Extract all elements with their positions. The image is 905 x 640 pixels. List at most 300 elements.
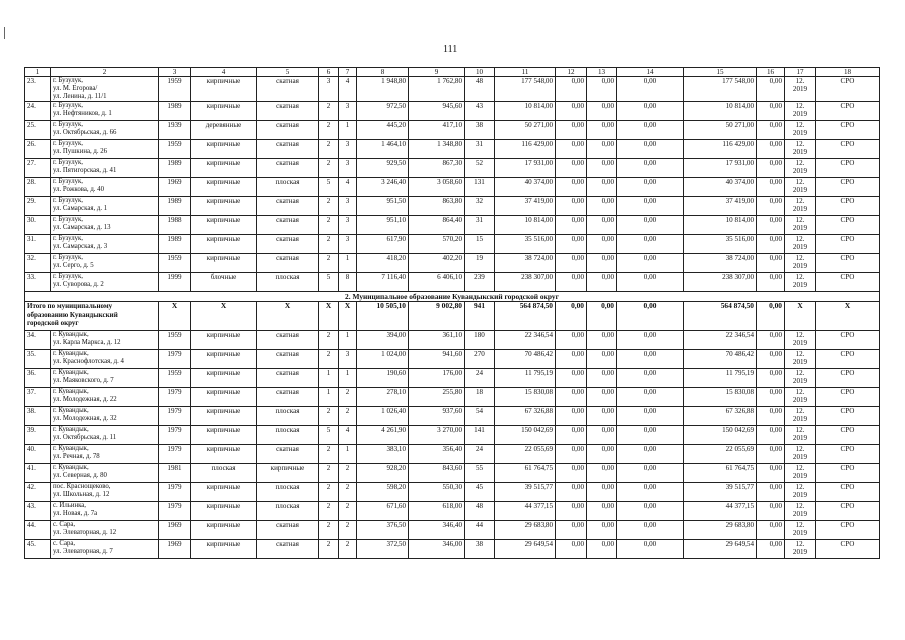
period-cell	[785, 350, 816, 369]
period-cell	[785, 235, 816, 254]
row-number	[25, 388, 51, 407]
column-number-text: 11	[521, 68, 529, 76]
year-cell	[159, 140, 191, 159]
wall-material-cell-text: кирпичные	[206, 77, 241, 85]
total-fund-4-cell-text: 564 874,50	[720, 301, 754, 310]
year-cell-text: 1979	[167, 407, 182, 415]
wall-material-cell	[191, 77, 257, 102]
fund-5-cell	[757, 540, 785, 559]
fund-1-cell	[556, 407, 587, 426]
row-number-text: 38.	[27, 407, 36, 415]
row-number-text: 26.	[27, 140, 36, 148]
fund-3-cell	[617, 445, 684, 464]
column-number	[257, 68, 319, 77]
address-cell	[51, 178, 159, 197]
entrances-cell-text: 8	[345, 273, 350, 281]
residents-cell	[465, 121, 495, 140]
total-x-cell	[257, 302, 319, 331]
total-area-cell	[357, 388, 409, 407]
fund-4-cell	[684, 235, 757, 254]
total-area-cell	[357, 254, 409, 273]
roof-type-cell	[257, 445, 319, 464]
period-cell-text: 2019	[792, 415, 808, 423]
total-fund-5-cell	[757, 302, 785, 331]
cost-total-cell	[495, 102, 556, 121]
fund-3-cell	[617, 197, 684, 216]
roof-type-cell-text: скатная	[276, 331, 299, 339]
fund-5-cell-text: 0,00	[769, 369, 782, 377]
year-cell	[159, 388, 191, 407]
fund-1-cell-text: 0,00	[571, 350, 584, 358]
address-cell-text: г. Кувандык,	[53, 407, 89, 414]
fund-2-cell	[587, 445, 617, 464]
column-number	[465, 68, 495, 77]
year-cell	[159, 197, 191, 216]
total-area-cell	[357, 445, 409, 464]
fund-4-cell	[684, 102, 757, 121]
year-cell-text: 1979	[167, 350, 182, 358]
residents-cell-text: 131	[474, 178, 485, 186]
row-number-text: 25.	[27, 121, 36, 129]
wall-material-cell	[191, 426, 257, 445]
floors-cell-text: 2	[326, 350, 331, 358]
method-cell-text: СРО	[840, 235, 855, 243]
row-number-text: 44.	[27, 521, 36, 529]
cost-total-cell	[495, 197, 556, 216]
period-cell-text: 2019	[792, 510, 808, 518]
fund-3-cell	[617, 254, 684, 273]
row-number	[25, 445, 51, 464]
fund-5-cell-text: 0,00	[769, 178, 782, 186]
fund-4-cell-text: 38 724,00	[725, 254, 754, 262]
wall-material-cell-text: плоская	[211, 464, 236, 472]
roof-type-cell-text: плоская	[275, 426, 300, 434]
fund-3-cell-text: 0,00	[643, 140, 657, 148]
total-fund-4-cell	[684, 302, 757, 331]
fund-2-cell	[587, 178, 617, 197]
period-cell-text: 12.	[795, 350, 805, 358]
address-cell-text: г. Кувандык,	[53, 464, 89, 471]
floors-cell-text: 2	[326, 140, 331, 148]
fund-4-cell-text: 29 649,54	[725, 540, 754, 548]
period-cell-text: 2019	[792, 148, 808, 156]
wall-material-cell-text: деревянные	[205, 121, 242, 129]
period-cell-text: 2019	[792, 85, 808, 93]
roof-type-cell	[257, 178, 319, 197]
wall-material-cell	[191, 331, 257, 350]
method-cell-text: СРО	[840, 445, 855, 453]
living-area-cell	[409, 331, 465, 350]
method-cell-text: СРО	[840, 483, 855, 491]
living-area-cell-text: 361,10	[442, 331, 462, 339]
fund-4-cell	[684, 197, 757, 216]
wall-material-cell-text: кирпичные	[206, 216, 241, 224]
fund-2-cell-text: 0,00	[601, 483, 614, 491]
fund-3-cell	[617, 369, 684, 388]
total-area-cell	[357, 216, 409, 235]
column-number-text: 15	[716, 68, 724, 76]
row-number-text: 32.	[27, 254, 36, 262]
living-area-cell-text: 1 762,80	[437, 77, 462, 85]
row-number	[25, 464, 51, 483]
entrances-cell	[339, 77, 357, 102]
living-area-cell-text: 176,00	[442, 369, 462, 377]
roof-type-cell-text: скатная	[276, 369, 299, 377]
table-row	[25, 369, 880, 388]
period-cell-text: 12.	[795, 407, 805, 415]
fund-3-cell	[617, 159, 684, 178]
year-cell-text: 1969	[167, 521, 182, 529]
total-area-cell	[357, 369, 409, 388]
entrances-cell-text: 2	[345, 540, 350, 548]
cost-total-cell-text: 10 814,00	[524, 216, 553, 224]
residents-cell	[465, 254, 495, 273]
housing-register-table	[24, 67, 880, 559]
row-number-text: 28.	[27, 178, 36, 186]
fund-3-cell	[617, 407, 684, 426]
entrances-cell-text: 1	[345, 331, 350, 339]
entrances-cell	[339, 273, 357, 292]
residents-cell	[465, 235, 495, 254]
floors-cell	[319, 254, 339, 273]
row-number-text: 45.	[27, 540, 36, 548]
fund-4-cell	[684, 254, 757, 273]
year-cell	[159, 77, 191, 102]
address-cell-text: г. Бузулук,	[53, 216, 83, 223]
section-title-text: 2. Муниципальное образование Кувандыкский городской округ	[345, 292, 559, 301]
residents-cell-text: 52	[475, 159, 484, 167]
address-cell-text: ул. Самарская, д. 13	[53, 224, 111, 231]
fund-4-cell-text: 67 326,88	[725, 407, 754, 415]
fund-5-cell	[757, 235, 785, 254]
address-cell-text: г. Бузулук,	[53, 140, 83, 147]
fund-3-cell-text: 0,00	[643, 331, 657, 339]
fund-1-cell-text: 0,00	[571, 77, 584, 85]
fund-3-cell	[617, 235, 684, 254]
roof-type-cell-text: плоская	[275, 407, 300, 415]
table-row	[25, 140, 880, 159]
year-cell	[159, 407, 191, 426]
method-cell	[816, 121, 880, 140]
address-cell-text: г. Бузулук,	[53, 102, 83, 109]
period-cell	[785, 445, 816, 464]
fund-1-cell	[556, 521, 587, 540]
year-cell	[159, 216, 191, 235]
fund-1-cell-text: 0,00	[571, 483, 584, 491]
address-cell	[51, 140, 159, 159]
total-area-cell-text: 929,50	[386, 159, 406, 167]
address-cell	[51, 159, 159, 178]
floors-cell-text: 2	[326, 216, 331, 224]
floors-cell-text: 2	[326, 540, 331, 548]
fund-4-cell	[684, 331, 757, 350]
column-number	[587, 68, 617, 77]
fund-3-cell-text: 0,00	[643, 254, 657, 262]
row-number	[25, 178, 51, 197]
row-number-text: 23.	[27, 77, 36, 85]
period-cell-text: 12.	[795, 388, 805, 396]
address-cell	[51, 235, 159, 254]
total-x-cell-text: X	[171, 301, 178, 310]
address-cell-text: г. Кувандык,	[53, 350, 89, 357]
fund-2-cell-text: 0,00	[601, 159, 614, 167]
address-cell-text: с. Ильинка,	[53, 502, 87, 509]
total-x-cell	[191, 302, 257, 331]
method-cell	[816, 521, 880, 540]
column-number	[159, 68, 191, 77]
period-cell-text: 12.	[795, 216, 805, 224]
floors-cell	[319, 388, 339, 407]
year-cell-text: 1989	[167, 235, 182, 243]
fund-2-cell	[587, 464, 617, 483]
living-area-cell	[409, 502, 465, 521]
table-row	[25, 216, 880, 235]
address-cell-text: ул. Пушкина, д. 26	[53, 148, 108, 155]
row-number	[25, 369, 51, 388]
row-number-text: 24.	[27, 102, 36, 110]
fund-3-cell-text: 0,00	[643, 159, 657, 167]
total-x-cell	[339, 302, 357, 331]
fund-1-cell-text: 0,00	[571, 407, 584, 415]
entrances-cell-text: 2	[345, 388, 350, 396]
fund-5-cell-text: 0,00	[769, 140, 782, 148]
fund-2-cell	[587, 369, 617, 388]
living-area-cell-text: 937,60	[442, 407, 462, 415]
row-number	[25, 350, 51, 369]
cost-total-cell-text: 238 307,00	[521, 273, 553, 281]
fund-4-cell-text: 61 764,75	[725, 464, 754, 472]
fund-5-cell	[757, 77, 785, 102]
column-number	[25, 68, 51, 77]
entrances-cell	[339, 140, 357, 159]
entrances-cell	[339, 159, 357, 178]
floors-cell-text: 2	[326, 445, 331, 453]
residents-cell-text: 48	[475, 502, 484, 510]
address-cell-text: г. Бузулук,	[53, 159, 83, 166]
fund-3-cell	[617, 216, 684, 235]
address-cell	[51, 540, 159, 559]
roof-type-cell	[257, 121, 319, 140]
entrances-cell-text: 1	[345, 445, 350, 453]
fund-4-cell	[684, 159, 757, 178]
residents-cell-text: 18	[475, 388, 484, 396]
address-cell-text: ул. Новая, д. 7а	[53, 510, 98, 517]
method-cell	[816, 178, 880, 197]
fund-5-cell-text: 0,00	[769, 483, 782, 491]
fund-4-cell	[684, 350, 757, 369]
row-number-text: 41.	[27, 464, 36, 472]
wall-material-cell-text: кирпичные	[206, 140, 241, 148]
fund-4-cell	[684, 216, 757, 235]
fund-1-cell-text: 0,00	[571, 159, 584, 167]
row-number	[25, 216, 51, 235]
fund-1-cell-text: 0,00	[571, 369, 584, 377]
total-x-cell-text: X	[797, 301, 803, 310]
fund-5-cell	[757, 350, 785, 369]
fund-2-cell-text: 0,00	[601, 445, 614, 453]
period-cell-text: 2019	[792, 262, 808, 270]
period-cell-text: 2019	[792, 186, 808, 194]
fund-2-cell-text: 0,00	[601, 77, 614, 85]
table-row	[25, 102, 880, 121]
address-cell-text: г. Кувандык,	[53, 426, 89, 433]
column-number-text: 16	[766, 68, 775, 76]
fund-4-cell	[684, 77, 757, 102]
address-cell-text: ул. Нефтяников, д. 1	[53, 110, 112, 117]
fund-2-cell	[587, 521, 617, 540]
total-area-cell-text: 598,20	[386, 483, 406, 491]
floors-cell	[319, 369, 339, 388]
period-cell	[785, 407, 816, 426]
year-cell-text: 1988	[167, 216, 182, 224]
method-cell-text: СРО	[840, 102, 855, 110]
address-cell-text: ул. Октябрьская, д. 66	[53, 129, 117, 136]
wall-material-cell	[191, 407, 257, 426]
fund-2-cell-text: 0,00	[601, 521, 614, 529]
total-area-cell	[357, 302, 409, 331]
fund-4-cell-text: 50 271,00	[725, 121, 754, 129]
fund-2-cell	[587, 426, 617, 445]
entrances-cell	[339, 502, 357, 521]
method-cell	[816, 216, 880, 235]
period-cell-text: 2019	[792, 453, 808, 461]
address-cell-text: г. Бузулук,	[53, 273, 83, 280]
cost-total-cell-text: 17 931,00	[524, 159, 553, 167]
residents-cell	[465, 426, 495, 445]
fund-2-cell	[587, 502, 617, 521]
total-area-cell-text: 1 948,80	[381, 77, 406, 85]
period-cell	[785, 102, 816, 121]
roof-type-cell-text: скатная	[276, 540, 299, 548]
fund-3-cell-text: 0,00	[643, 121, 657, 129]
fund-5-cell	[757, 197, 785, 216]
address-cell-text: с. Сара,	[53, 521, 76, 528]
roof-type-cell	[257, 502, 319, 521]
cost-total-cell-text: 50 271,00	[524, 121, 553, 129]
total-area-cell-text: 671,60	[386, 502, 406, 510]
address-cell-text: ул. Речная, д. 78	[53, 453, 100, 460]
cost-total-cell	[495, 483, 556, 502]
year-cell-text: 1959	[167, 254, 182, 262]
total-area-cell	[357, 159, 409, 178]
roof-type-cell	[257, 159, 319, 178]
period-cell-text: 2019	[792, 491, 808, 499]
entrances-cell-text: 2	[345, 521, 350, 529]
fund-2-cell-text: 0,00	[601, 254, 614, 262]
address-cell-text: г. Бузулук,	[53, 235, 83, 242]
row-number	[25, 235, 51, 254]
table-row	[25, 178, 880, 197]
fund-3-cell-text: 0,00	[643, 483, 657, 491]
fund-1-cell-text: 0,00	[571, 388, 584, 396]
method-cell-text: СРО	[840, 407, 855, 415]
residents-cell-text: 24	[475, 445, 484, 453]
period-cell-text: 12.	[795, 102, 805, 110]
cost-total-cell	[495, 521, 556, 540]
fund-5-cell-text: 0,00	[769, 77, 782, 85]
wall-material-cell	[191, 464, 257, 483]
year-cell	[159, 350, 191, 369]
floors-cell	[319, 77, 339, 102]
living-area-cell	[409, 273, 465, 292]
fund-2-cell	[587, 235, 617, 254]
cost-total-cell-text: 22 055,69	[524, 445, 553, 453]
fund-3-cell-text: 0,00	[643, 426, 657, 434]
living-area-cell	[409, 102, 465, 121]
year-cell-text: 1939	[167, 121, 182, 129]
cost-total-cell	[495, 426, 556, 445]
period-cell	[785, 273, 816, 292]
year-cell-text: 1969	[167, 540, 182, 548]
fund-1-cell	[556, 540, 587, 559]
total-residents-cell	[465, 302, 495, 331]
address-cell	[51, 102, 159, 121]
fund-5-cell-text: 0,00	[769, 273, 782, 281]
fund-4-cell	[684, 140, 757, 159]
wall-material-cell-text: кирпичные	[206, 407, 241, 415]
wall-material-cell	[191, 159, 257, 178]
year-cell-text: 1999	[167, 273, 182, 281]
address-cell-text: г. Кувандык,	[53, 445, 89, 452]
fund-3-cell	[617, 426, 684, 445]
fund-3-cell	[617, 388, 684, 407]
residents-cell	[465, 216, 495, 235]
cost-total-cell	[495, 369, 556, 388]
fund-4-cell-text: 22 055,69	[725, 445, 754, 453]
living-area-cell-text: 863,80	[442, 197, 462, 205]
entrances-cell-text: 1	[345, 369, 350, 377]
fund-1-cell-text: 0,00	[571, 426, 584, 434]
fund-4-cell	[684, 121, 757, 140]
row-number	[25, 140, 51, 159]
fund-2-cell-text: 0,00	[601, 426, 614, 434]
period-cell	[785, 521, 816, 540]
floors-cell	[319, 216, 339, 235]
row-number-text: 36.	[27, 369, 36, 377]
table-row	[25, 77, 880, 102]
address-cell-text: ул. Молодежная, д. 32	[53, 415, 117, 422]
fund-2-cell-text: 0,00	[601, 140, 614, 148]
living-area-cell-text: 550,30	[442, 483, 462, 491]
fund-2-cell-text: 0,00	[601, 216, 614, 224]
roof-type-cell-text: скатная	[276, 121, 299, 129]
address-cell	[51, 445, 159, 464]
row-number	[25, 521, 51, 540]
year-cell	[159, 235, 191, 254]
total-area-cell-text: 1 024,00	[381, 350, 406, 358]
table-row	[25, 235, 880, 254]
roof-type-cell-text: плоская	[275, 483, 300, 491]
fund-3-cell-text: 0,00	[643, 102, 657, 110]
year-cell-text: 1989	[167, 102, 182, 110]
table-row	[25, 464, 880, 483]
period-cell	[785, 540, 816, 559]
period-cell	[785, 369, 816, 388]
entrances-cell-text: 3	[345, 197, 350, 205]
residents-cell-text: 141	[474, 426, 485, 434]
wall-material-cell	[191, 483, 257, 502]
living-area-cell-text: 1 348,80	[437, 140, 462, 148]
entrances-cell-text: 4	[345, 77, 350, 85]
floors-cell	[319, 178, 339, 197]
address-cell-text: пос. Краснощеково,	[53, 483, 111, 490]
total-area-cell	[357, 77, 409, 102]
wall-material-cell-text: кирпичные	[206, 197, 241, 205]
total-area-cell	[357, 140, 409, 159]
roof-type-cell-text: скатная	[276, 159, 299, 167]
fund-1-cell	[556, 121, 587, 140]
roof-type-cell-text: скатная	[276, 235, 299, 243]
